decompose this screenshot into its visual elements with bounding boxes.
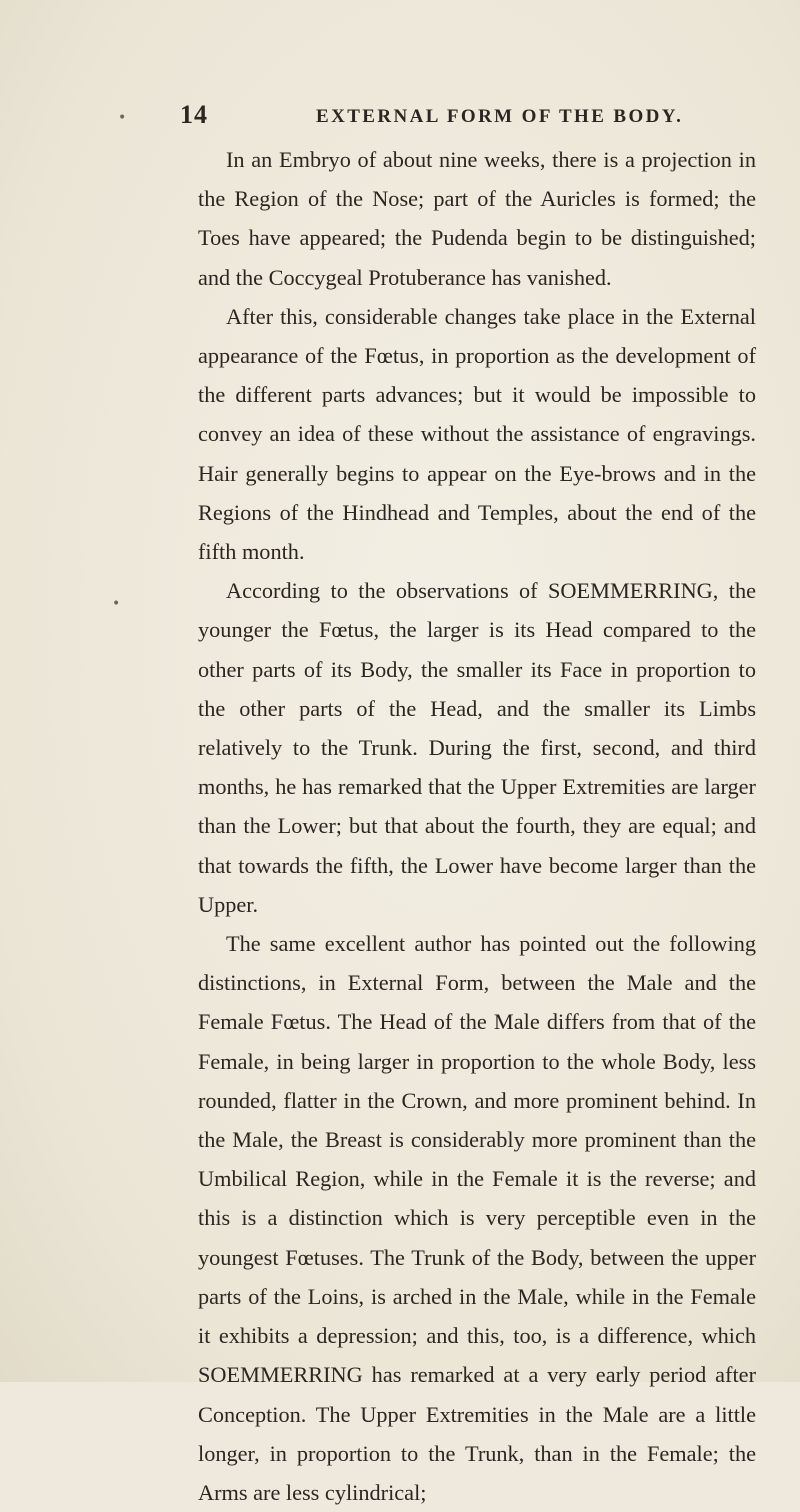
body-text [198, 140, 756, 1512]
page-number: 14 [180, 100, 208, 129]
running-head: EXTERNAL FORM OF THE BODY. [316, 106, 684, 127]
paragraph: According to the observations of SOEMMERRING, the younger the Fœtus, the larger is its Head compared to the other parts of its Body, the smaller its Face in proportion to the other parts of the Head, and the smaller its Limbs relatively to the Trunk. During the first, second, and third months, he has remarked that the Upper Extremities are larger than the Lower; but that about the fourth, they are equal; and that towards the fifth, the Lower have become larger than the Upper. [198, 578, 756, 917]
paragraph: After this, considerable changes take place in the External appearance of the Fœtus, in proportion as the development of the different parts advances; but it would be impossible to convey an idea of these without the assistance of engravings. Hair generally begins to appear on the Eye-brows and in the Regions of the Hindhead and Temples, about the end of the fifth month. [198, 303, 756, 565]
margin-speck: • [112, 596, 121, 612]
paragraph: The same excellent author has pointed out the following distinctions, in External Form, between the Male and the Female Fœtus. The Head of the Male differs from that of the Female, in being larger in proportion to the whole Body, less rounded, flatter in the Crown, and more prominent behind. In the Male, the Breast is considerably more prominent than the Umbilical Region, while in the Female it is the reverse; and this is a distinction which is very perceptible even in the youngest Fœtuses. The Trunk of the Body, between the upper parts of the Loins, is arched in the Male, while in the Female it exhibits a depression; and this, too, is a difference, which SOEMMERRING has remarked at a very early period after Conception. The Upper Extremities in the Male are a little longer, in proportion to the Trunk, than in the Female; the Arms are less cylindrical; [198, 931, 756, 1505]
margin-speck: • [118, 110, 127, 126]
paragraph: In an Embryo of about nine weeks, there is a projection in the Region of the Nose; part of the Auricles is formed; the Toes have appeared; the Pudenda begin to be distinguished; and the Coccygeal Protuberance has vanished. [198, 147, 756, 290]
